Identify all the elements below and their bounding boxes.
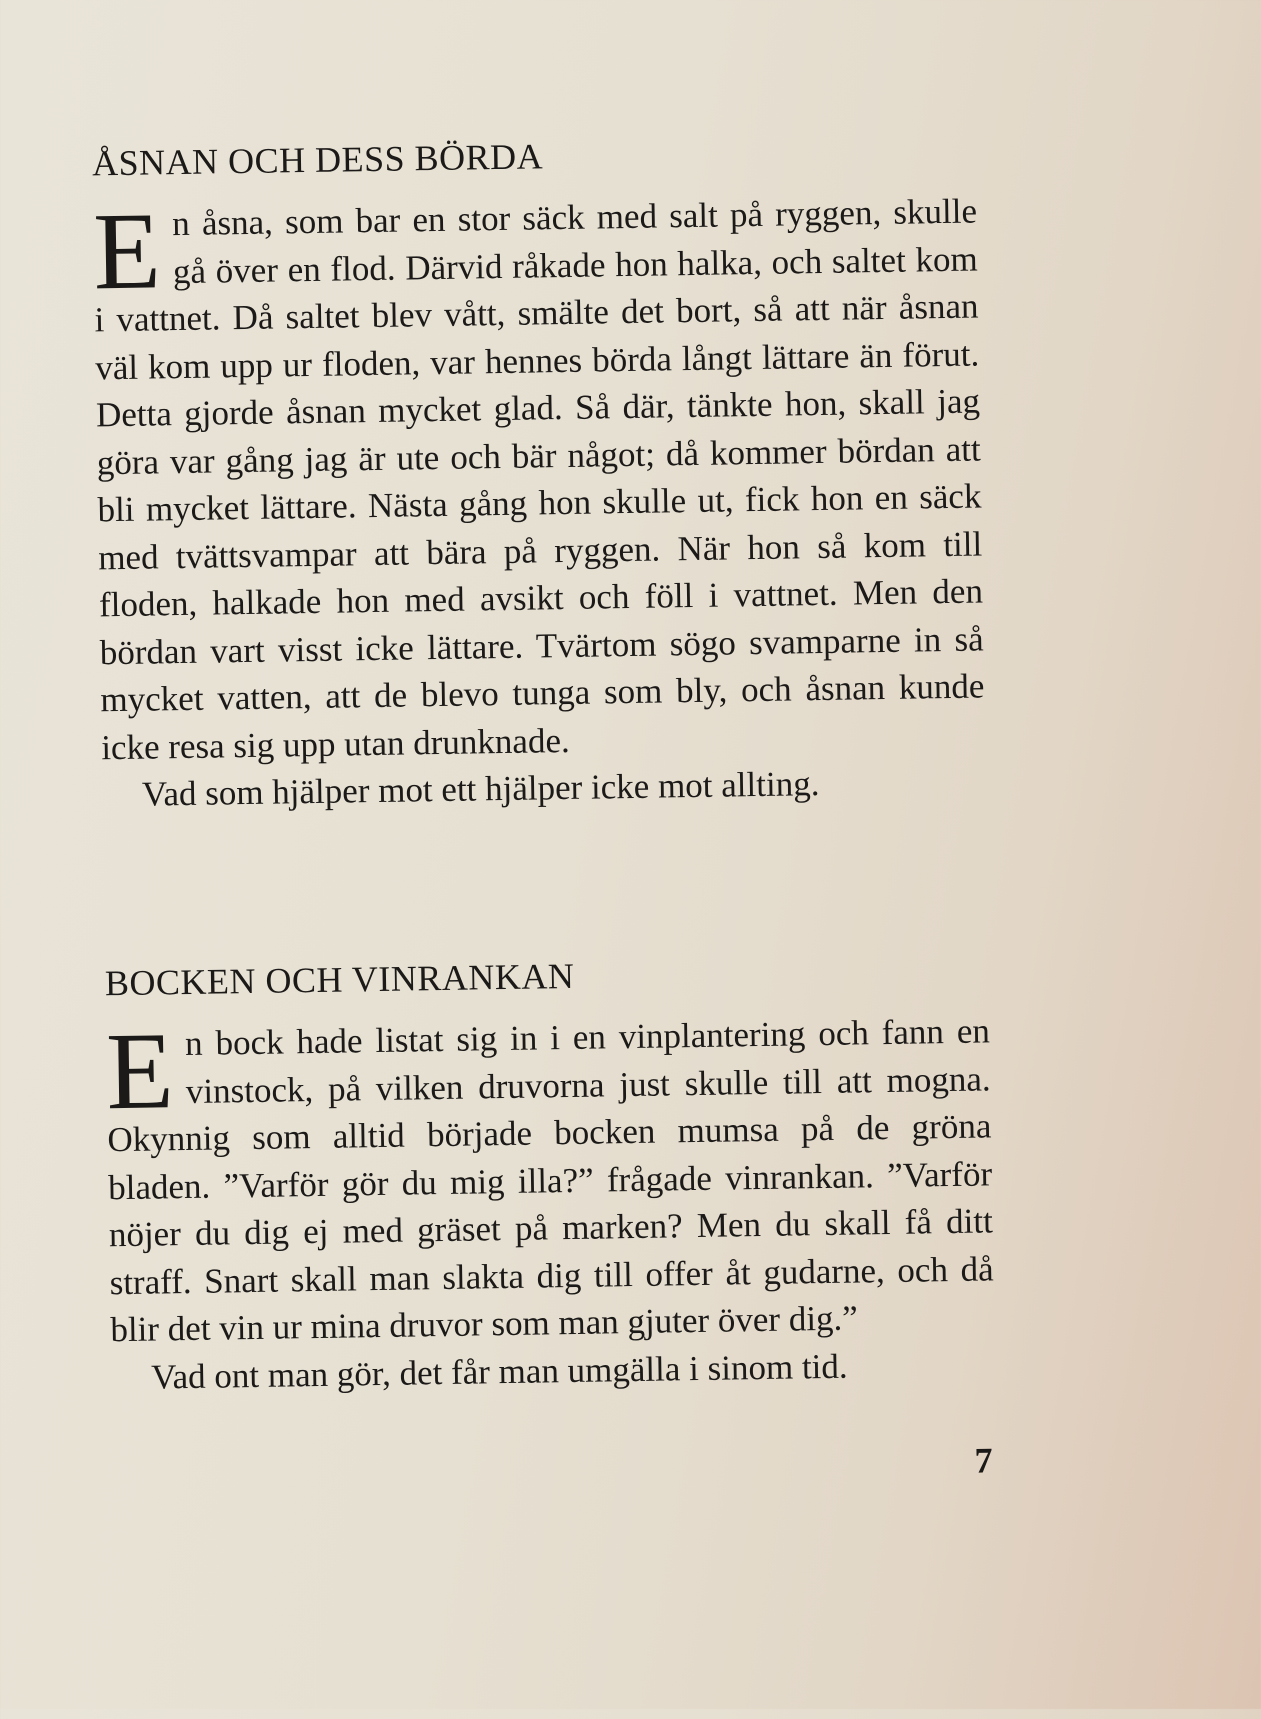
fable-body	[106, 1007, 995, 1353]
fable-text: n bock hade listat sig in i en vinplantering och fann en vinstock, på vilken druvorna just skulle till att mogna. Okynnig som alltid började bocken mumsa på de gröna bladen. ”Varför gör du mig illa?” frågade vinrankan. ”Varför nöjer du dig ej med gräset på marken? Men du skall få ditt straff. Snart skall man slakta dig till offer åt gudarne, och då blir det vin ur mina druvor som man gjuter över dig.”	[107, 1011, 994, 1350]
fable-moral: Vad ont man gör, det får man umgälla i sinom tid.	[150, 1346, 848, 1397]
drop-cap-initial: E	[92, 189, 162, 313]
page-number: 7	[974, 1440, 993, 1481]
fable-text: n åsna, som bar en stor säck med salt på ryggen, skulle gå över en flod. Därvid råkade hon halka, och saltet kom i vattnet. Då saltet blev vått, smälte det bort, så att när åsnan väl kom upp ur floden, var hennes börda långt lättare än förut. Detta gjorde åsnan mycket glad. Så där, tänkte hon, skall jag göra var gång jag är ute och bär något; då kommer bördan att bli mycket lättare. Nästa gång hon skulle ut, fick hon en säck med tvättsvampar att bära på ryggen. När hon så kom till floden, halkade hon med avsikt och föll i vattnet. Men den bördan vart visst icke lättare. Tvärtom sögo svamparne in så mycket vatten, att de blevo tunga som bly, och åsnan kunde icke resa sig upp utan drunknade.	[94, 191, 985, 767]
drop-cap-initial: E	[105, 1009, 175, 1133]
fable-title: ÅSNAN OCH DESS BÖRDA	[91, 136, 544, 184]
fable-asnan	[92, 129, 987, 818]
fable-title: BOCKEN OCH VINRANKAN	[104, 955, 575, 1004]
fable-moral: Vad som hjälper mot ett hjälper icke mot allting.	[141, 764, 820, 814]
fable-bocken	[105, 949, 996, 1401]
fable-body	[93, 187, 986, 771]
